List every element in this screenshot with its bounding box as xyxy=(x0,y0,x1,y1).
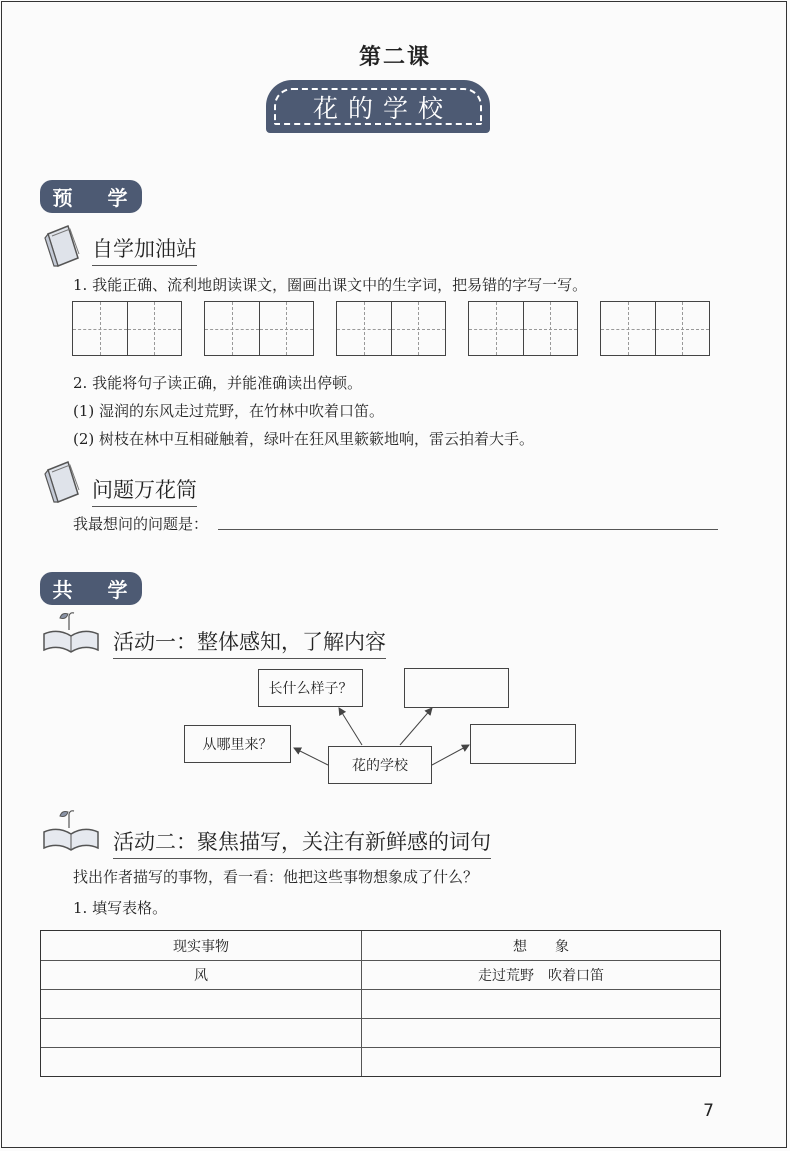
open-book-sprout-icon xyxy=(40,808,104,854)
table-cell[interactable] xyxy=(41,1047,362,1076)
self-study-item1: 1. 我能正确、流利地朗读课文，圈画出课文中的生字词，把易错的字写一写。 xyxy=(73,276,588,294)
activity2-instruction: 找出作者描写的事物，看一看：他把这些事物想象成了什么？ xyxy=(73,868,479,886)
activity2-heading: 活动二：聚焦描写，关注有新鲜感的词句 xyxy=(113,826,491,859)
table-row[interactable] xyxy=(41,1047,720,1076)
table-cell: 走过荒野 吹着口笛 xyxy=(478,967,604,984)
questions-heading: 问题万花筒 xyxy=(92,474,197,507)
sentence-1: (1) 湿润的东风走过荒野，在竹林中吹着口笛。 xyxy=(73,402,385,420)
table-cell[interactable] xyxy=(41,1018,362,1047)
table-header-row xyxy=(41,931,720,961)
question-prompt: 我最想问的问题是： xyxy=(73,515,209,533)
imagination-table xyxy=(40,930,721,1077)
sentence-2: (2) 树枝在林中互相碰触着，绿叶在狂风里簌簌地响，雷云拍着大手。 xyxy=(73,430,535,448)
lesson-title: 花的学校 xyxy=(312,93,453,123)
mind-map-right-blank[interactable] xyxy=(470,724,576,764)
activity2-item1: 1. 填写表格。 xyxy=(73,899,168,917)
page-number: 7 xyxy=(703,1101,714,1121)
self-study-item2: 2. 我能将句子读正确，并能准确读出停顿。 xyxy=(73,374,363,392)
section-cooperative: 共 学 xyxy=(40,572,142,605)
table-row xyxy=(41,960,720,990)
table-cell[interactable] xyxy=(362,1047,720,1076)
table-row[interactable] xyxy=(41,989,720,1019)
self-study-heading: 自学加油站 xyxy=(92,233,197,266)
table-cell[interactable] xyxy=(362,1018,720,1047)
mind-map-center: 花的学校 xyxy=(328,746,432,784)
activity1-heading: 活动一：整体感知，了解内容 xyxy=(113,626,386,659)
mind-map-top-right-blank[interactable] xyxy=(404,668,509,708)
lesson-number: 第二课 xyxy=(358,45,431,70)
table-cell[interactable] xyxy=(362,989,720,1018)
table-cell: 风 xyxy=(41,960,362,989)
table-row[interactable] xyxy=(41,1018,720,1048)
mind-map-top-left: 长什么样子？ xyxy=(258,669,363,707)
section-preview: 预 学 xyxy=(40,180,142,213)
mind-map-left: 从哪里来？ xyxy=(184,725,291,763)
table-header-imagination: 想 象 xyxy=(513,938,569,955)
table-header-reality: 现实事物 xyxy=(41,931,362,960)
table-cell[interactable] xyxy=(41,989,362,1018)
